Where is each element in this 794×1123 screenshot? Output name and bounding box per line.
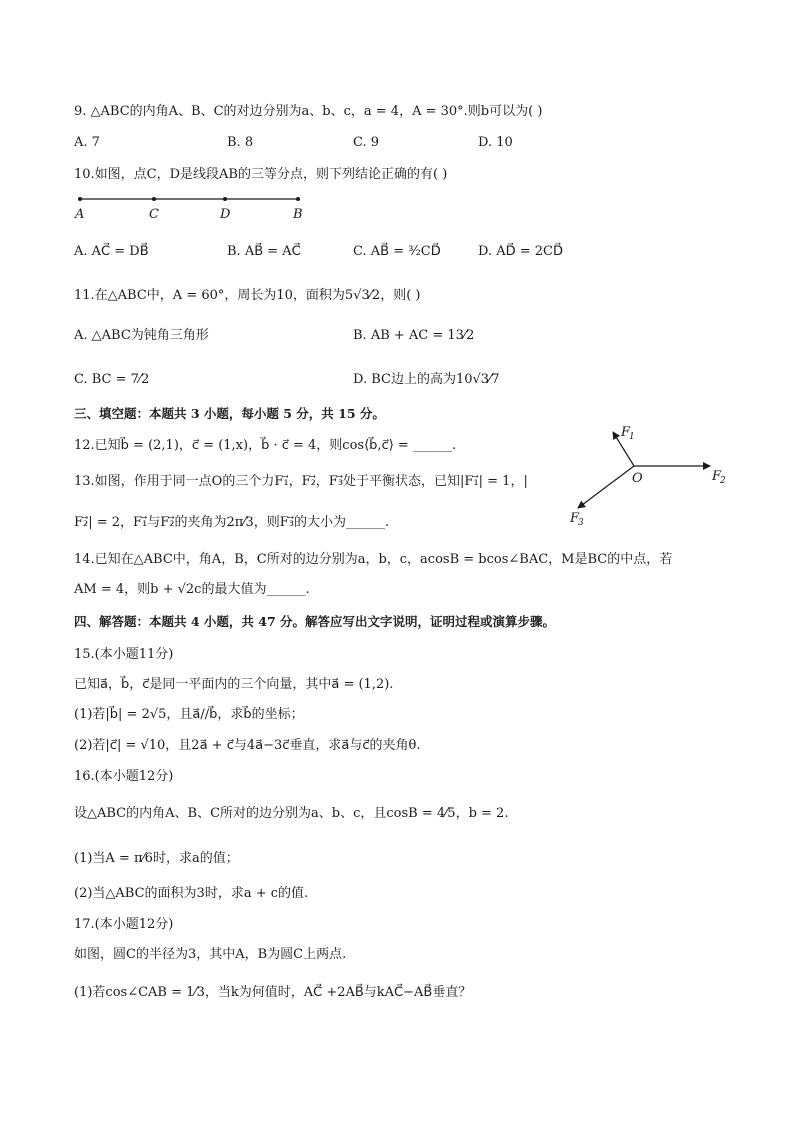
q10-option-c: C. AB⃗ = ³⁄₂CD⃗ — [353, 244, 441, 259]
q14-line-1: 14.已知在△ABC中，角A，B，C所对的边分别为a，b，c，acosB = bcos∠BAC，M是BC的中点，若 — [74, 552, 673, 567]
force-diagram — [560, 420, 740, 532]
q16-part-1: (1)当A = π⁄6时，求a的值； — [74, 851, 239, 866]
q11-stem: 11.在△ABC中，A = 60°，周长为10，面积为5√3⁄2，则( ) — [74, 288, 421, 303]
point-d-dot — [223, 197, 227, 201]
q16-part-2: (2)当△ABC的面积为3时，求a + c的值. — [74, 886, 309, 901]
q15-part-2: (2)若|c⃗| = √10，且2a⃗ + c⃗与4a⃗−3c⃗垂直，求a⃗与c⃗的夹角θ. — [74, 738, 421, 753]
point-d-label: D — [220, 207, 231, 222]
segment-diagram — [70, 192, 320, 226]
q17-part-1: (1)若cos∠CAB = 1⁄3，当k为何值时，AC⃗ +2AB⃗与kAC⃗−AB⃗垂直？ — [74, 985, 472, 1000]
q15-part-1: (1)若|b⃗| = 2√5，且a⃗//b⃗，求b⃗的坐标； — [74, 707, 304, 722]
f2-label: F — [712, 469, 722, 484]
point-a-dot — [78, 197, 82, 201]
q9-option-b: B. 8 — [227, 135, 254, 150]
q9-stem: 9. △ABC的内角A、B、C的对边分别为a、b、c，a = 4，A = 30°.则b可以为( ) — [74, 104, 543, 119]
q12-stem: 12.已知b⃗ = (2,1)，c⃗ = (1,x)，b⃗ · c⃗ = 4，则cos⟨b⃗,c⃗⟩ = ______. — [74, 438, 457, 453]
f2-sub: 2 — [720, 476, 726, 486]
q13-line-1: 13.如图，作用于同一点O的三个力F₁⃗，F₂⃗，F₃⃗处于平衡状态，已知|F₁⃗| = 1，| — [74, 474, 528, 489]
q11-option-a: A. △ABC为钝角三角形 — [74, 328, 209, 343]
q17-stem: 如图，圆C的半径为3，其中A，B为圆C上两点. — [74, 947, 347, 962]
q17-head: 17.(本小题12分) — [74, 917, 174, 932]
point-a-label: A — [75, 207, 85, 222]
q16-head: 16.(本小题12分) — [74, 769, 174, 784]
f3-sub: 3 — [578, 518, 584, 528]
q11-option-b: B. AB + AC = 13⁄2 — [353, 328, 475, 343]
f1-sub: 1 — [629, 432, 635, 442]
q11-option-d: D. BC边上的高为10√3⁄7 — [353, 372, 500, 387]
q9-option-c: C. 9 — [353, 135, 380, 150]
q10-stem: 10.如图，点C，D是线段AB的三等分点，则下列结论正确的有( ) — [74, 167, 448, 182]
force-f3-arrow — [578, 466, 634, 508]
f1-label: F — [621, 425, 631, 440]
q13-line-2: F₂⃗| = 2，F₁⃗与F₂⃗的夹角为2π⁄3，则F₃⃗的大小为______. — [74, 515, 390, 530]
point-b-label: B — [293, 207, 303, 222]
f3-label: F — [570, 511, 580, 526]
q15-head: 15.(本小题11分) — [74, 647, 174, 662]
section-3-heading: 三、填空题：本题共 3 小题，每小题 5 分，共 15 分。 — [74, 406, 385, 421]
q9-option-a: A. 7 — [74, 135, 100, 150]
q15-stem: 已知a⃗，b⃗，c⃗是同一平面内的三个向量，其中a⃗ = (1,2). — [74, 677, 394, 692]
q10-option-d: D. AD⃗ = 2CD⃗ — [478, 244, 564, 259]
q10-option-b: B. AB⃗ = AC⃗ — [227, 244, 301, 259]
point-c-label: C — [149, 207, 159, 222]
point-c-dot — [152, 197, 156, 201]
point-b-dot — [296, 197, 300, 201]
q16-stem: 设△ABC的内角A、B、C所对的边分别为a、b、c，且cosB = 4⁄5，b = 2. — [74, 806, 509, 821]
q9-option-d: D. 10 — [478, 135, 513, 150]
q11-option-c: C. BC = 7⁄2 — [74, 372, 150, 387]
q14-line-2: AM = 4，则b + √2c的最大值为______. — [74, 582, 310, 597]
q10-option-a: A. AC⃗ = DB⃗ — [74, 244, 149, 259]
origin-label: O — [632, 471, 643, 486]
section-4-heading: 四、解答题：本题共 4 小题，共 47 分。解答应写出文字说明，证明过程或演算步骤。 — [74, 614, 556, 629]
